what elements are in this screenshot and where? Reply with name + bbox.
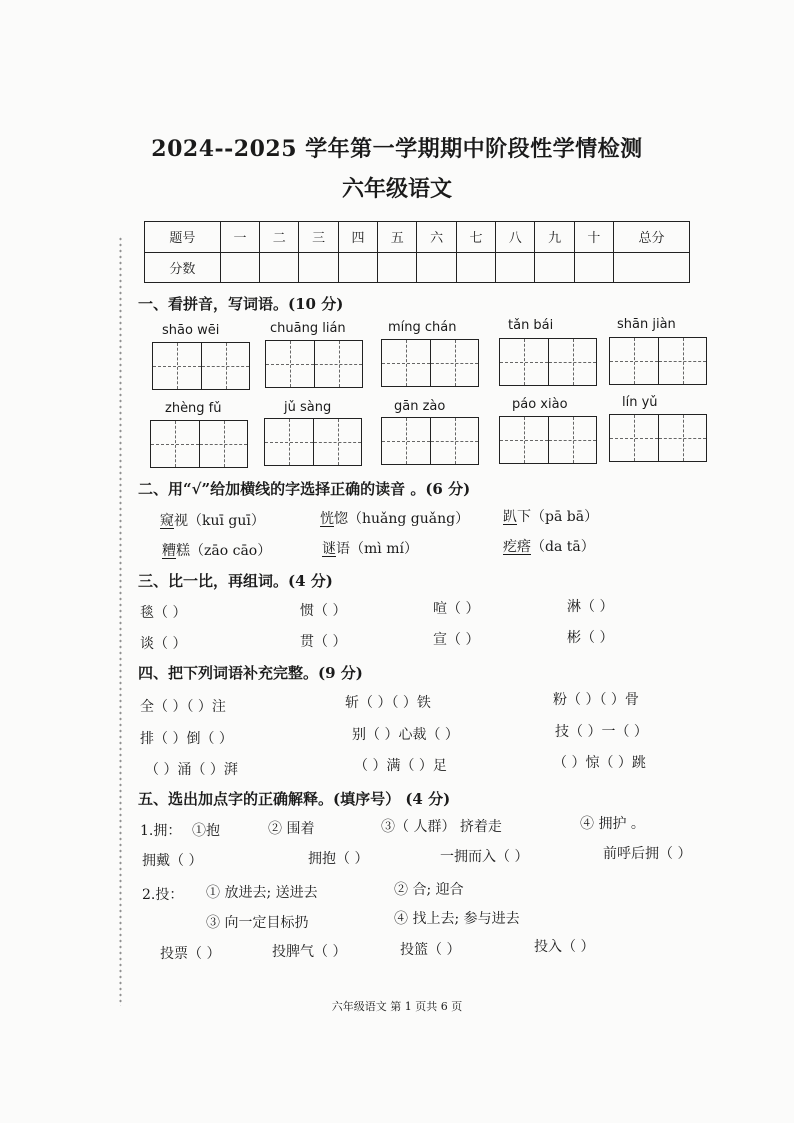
pinyin-label: shān jiàn: [617, 317, 676, 332]
score-cell[interactable]: [378, 252, 417, 283]
compare-item[interactable]: 贯（ ）: [300, 634, 347, 650]
compare-item[interactable]: 谈（ ）: [140, 636, 187, 652]
meaning-option: ① 放进去; 送进去: [206, 885, 318, 901]
score-cell[interactable]: [260, 252, 299, 283]
writing-grid[interactable]: [499, 338, 597, 386]
score-header-cell: 六: [417, 222, 456, 253]
section-2-heading: 二、用“√”给加横线的字选择正确的读音 。(6 分): [138, 480, 471, 498]
reading-item: [503, 536, 595, 556]
score-cell[interactable]: [456, 252, 495, 283]
reading-item: [503, 506, 598, 526]
pinyin-label: páo xiào: [512, 397, 568, 412]
meaning-option: ③（ 人群） 挤着走: [381, 819, 502, 835]
score-header-cell: 总分: [614, 222, 690, 253]
pinyin-label: lín yǔ: [622, 395, 658, 410]
score-cell[interactable]: [299, 252, 338, 283]
underlined-char: 恍: [320, 511, 334, 527]
score-header-cell: 二: [260, 222, 299, 253]
writing-grid[interactable]: [264, 418, 362, 466]
score-header-cell: 八: [496, 222, 535, 253]
fill-item[interactable]: 拥抱（ ）: [308, 851, 369, 867]
writing-grid[interactable]: [609, 337, 707, 385]
reading-item: [160, 510, 265, 530]
reading-item: [162, 540, 271, 560]
pinyin-label: jǔ sàng: [284, 400, 332, 415]
fill-item[interactable]: 投脾气（ ）: [272, 944, 347, 960]
compare-item[interactable]: 宣（ ）: [433, 632, 480, 648]
idiom-item[interactable]: （ ）涌（ ）湃: [145, 762, 238, 778]
writing-grid[interactable]: [381, 417, 479, 465]
meaning-option: ② 合; 迎合: [394, 882, 464, 898]
score-cell[interactable]: [338, 252, 377, 283]
pinyin-label: zhèng fǔ: [165, 401, 222, 416]
score-header-cell: 四: [338, 222, 377, 253]
fill-item[interactable]: 投票（ ）: [160, 946, 221, 962]
score-header-cell: 五: [378, 222, 417, 253]
score-cell[interactable]: [220, 252, 259, 283]
question-1-label: 1.拥：: [140, 823, 182, 839]
compare-item[interactable]: 淋（ ）: [567, 599, 614, 615]
binding-margin-dots: [118, 236, 124, 1006]
pinyin-label: shāo wēi: [162, 323, 220, 338]
compare-item[interactable]: 毯（ ）: [140, 605, 187, 621]
idiom-item[interactable]: （ ）惊（ ）跳: [553, 755, 646, 771]
writing-grid[interactable]: [381, 339, 479, 387]
reading-options[interactable]: （da tā）: [531, 539, 595, 555]
compare-item[interactable]: 喧（ ）: [433, 601, 480, 617]
fill-item[interactable]: 投入（ ）: [534, 939, 595, 955]
score-header-cell: 三: [299, 222, 338, 253]
underlined-char: 糟: [162, 543, 176, 559]
fill-item[interactable]: 前呼后拥（ ）: [603, 846, 692, 862]
writing-grid[interactable]: [499, 416, 597, 464]
score-cell[interactable]: [574, 252, 613, 283]
pinyin-label: míng chán: [388, 320, 457, 335]
section-1-heading: 一、看拼音，写词语。(10 分): [138, 295, 344, 313]
score-header-cell: 题号: [145, 222, 221, 253]
score-header-cell: 十: [574, 222, 613, 253]
idiom-item[interactable]: 技（ ）一（ ）: [555, 724, 648, 740]
fill-item[interactable]: 投篮（ ）: [400, 942, 461, 958]
reading-options[interactable]: 糕（zāo cāo）: [176, 543, 272, 559]
idiom-item[interactable]: 粉（ ）（ ）骨: [553, 692, 639, 708]
compare-item[interactable]: 惯（ ）: [300, 603, 347, 619]
idiom-item[interactable]: 别（ ）心裁（ ）: [352, 727, 459, 743]
underlined-char: 趴: [503, 509, 517, 525]
idiom-item[interactable]: 斩（ ）（ ）铁: [345, 695, 431, 711]
meaning-option: ④ 找上去; 参与进去: [394, 911, 520, 927]
writing-grid[interactable]: [265, 340, 363, 388]
score-cell[interactable]: [535, 252, 574, 283]
exam-subtitle: 六年级语文: [341, 176, 452, 202]
reading-options[interactable]: 视（kuī guī）: [174, 513, 265, 529]
fill-item[interactable]: 拥戴（ ）: [142, 853, 203, 869]
meaning-option: ④ 拥护 。: [580, 816, 645, 832]
reading-options[interactable]: 下（pā bā）: [517, 509, 599, 525]
score-header-cell: 一: [220, 222, 259, 253]
idiom-item[interactable]: （ ）满（ ）足: [354, 758, 447, 774]
score-table-score-row: [145, 252, 690, 283]
idiom-item[interactable]: 排（ ）倒（ ）: [140, 731, 233, 747]
score-table-header-row: [145, 222, 690, 253]
exam-title: 2024--2025 学年第一学期期中阶段性学情检测: [151, 136, 643, 162]
score-header-cell: 九: [535, 222, 574, 253]
section-5-heading: 五、选出加点字的正确解释。(填序号） (4 分): [138, 790, 451, 808]
reading-options[interactable]: 惚（huǎng guǎng）: [334, 511, 470, 527]
score-cell[interactable]: [417, 252, 456, 283]
writing-grid[interactable]: [152, 342, 250, 390]
pinyin-label: gān zào: [394, 399, 446, 414]
writing-grid[interactable]: [609, 414, 707, 462]
meaning-option: ② 围着: [268, 821, 315, 837]
score-header-cell: 七: [456, 222, 495, 253]
score-row-label: 分数: [145, 252, 221, 283]
writing-grid[interactable]: [150, 420, 248, 468]
section-3-heading: 三、比一比，再组词。(4 分): [138, 572, 333, 590]
compare-item[interactable]: 彬（ ）: [567, 630, 614, 646]
meaning-option: ③ 向一定目标扔: [206, 915, 309, 931]
reading-item: [322, 538, 418, 558]
underlined-char: 疙瘩: [503, 539, 531, 555]
fill-item[interactable]: 一拥而入（ ）: [440, 849, 529, 865]
reading-options[interactable]: 语（mì mí）: [336, 541, 418, 557]
question-2-label: 2.投：: [142, 887, 184, 903]
score-cell[interactable]: [614, 252, 690, 283]
score-table: [144, 221, 690, 283]
section-4-heading: 四、把下列词语补充完整。(9 分): [138, 664, 363, 682]
score-cell[interactable]: [496, 252, 535, 283]
pinyin-label: tǎn bái: [508, 318, 554, 333]
underlined-char: 窥: [160, 513, 174, 529]
pinyin-label: chuāng lián: [270, 321, 346, 336]
page-footer: 六年级语文 第 1 页共 6 页: [331, 1000, 463, 1013]
reading-item: [320, 508, 469, 528]
underlined-char: 谜: [322, 541, 336, 557]
meaning-option: ①抱: [192, 823, 220, 839]
idiom-item[interactable]: 全（ ）（ ）注: [140, 699, 226, 715]
